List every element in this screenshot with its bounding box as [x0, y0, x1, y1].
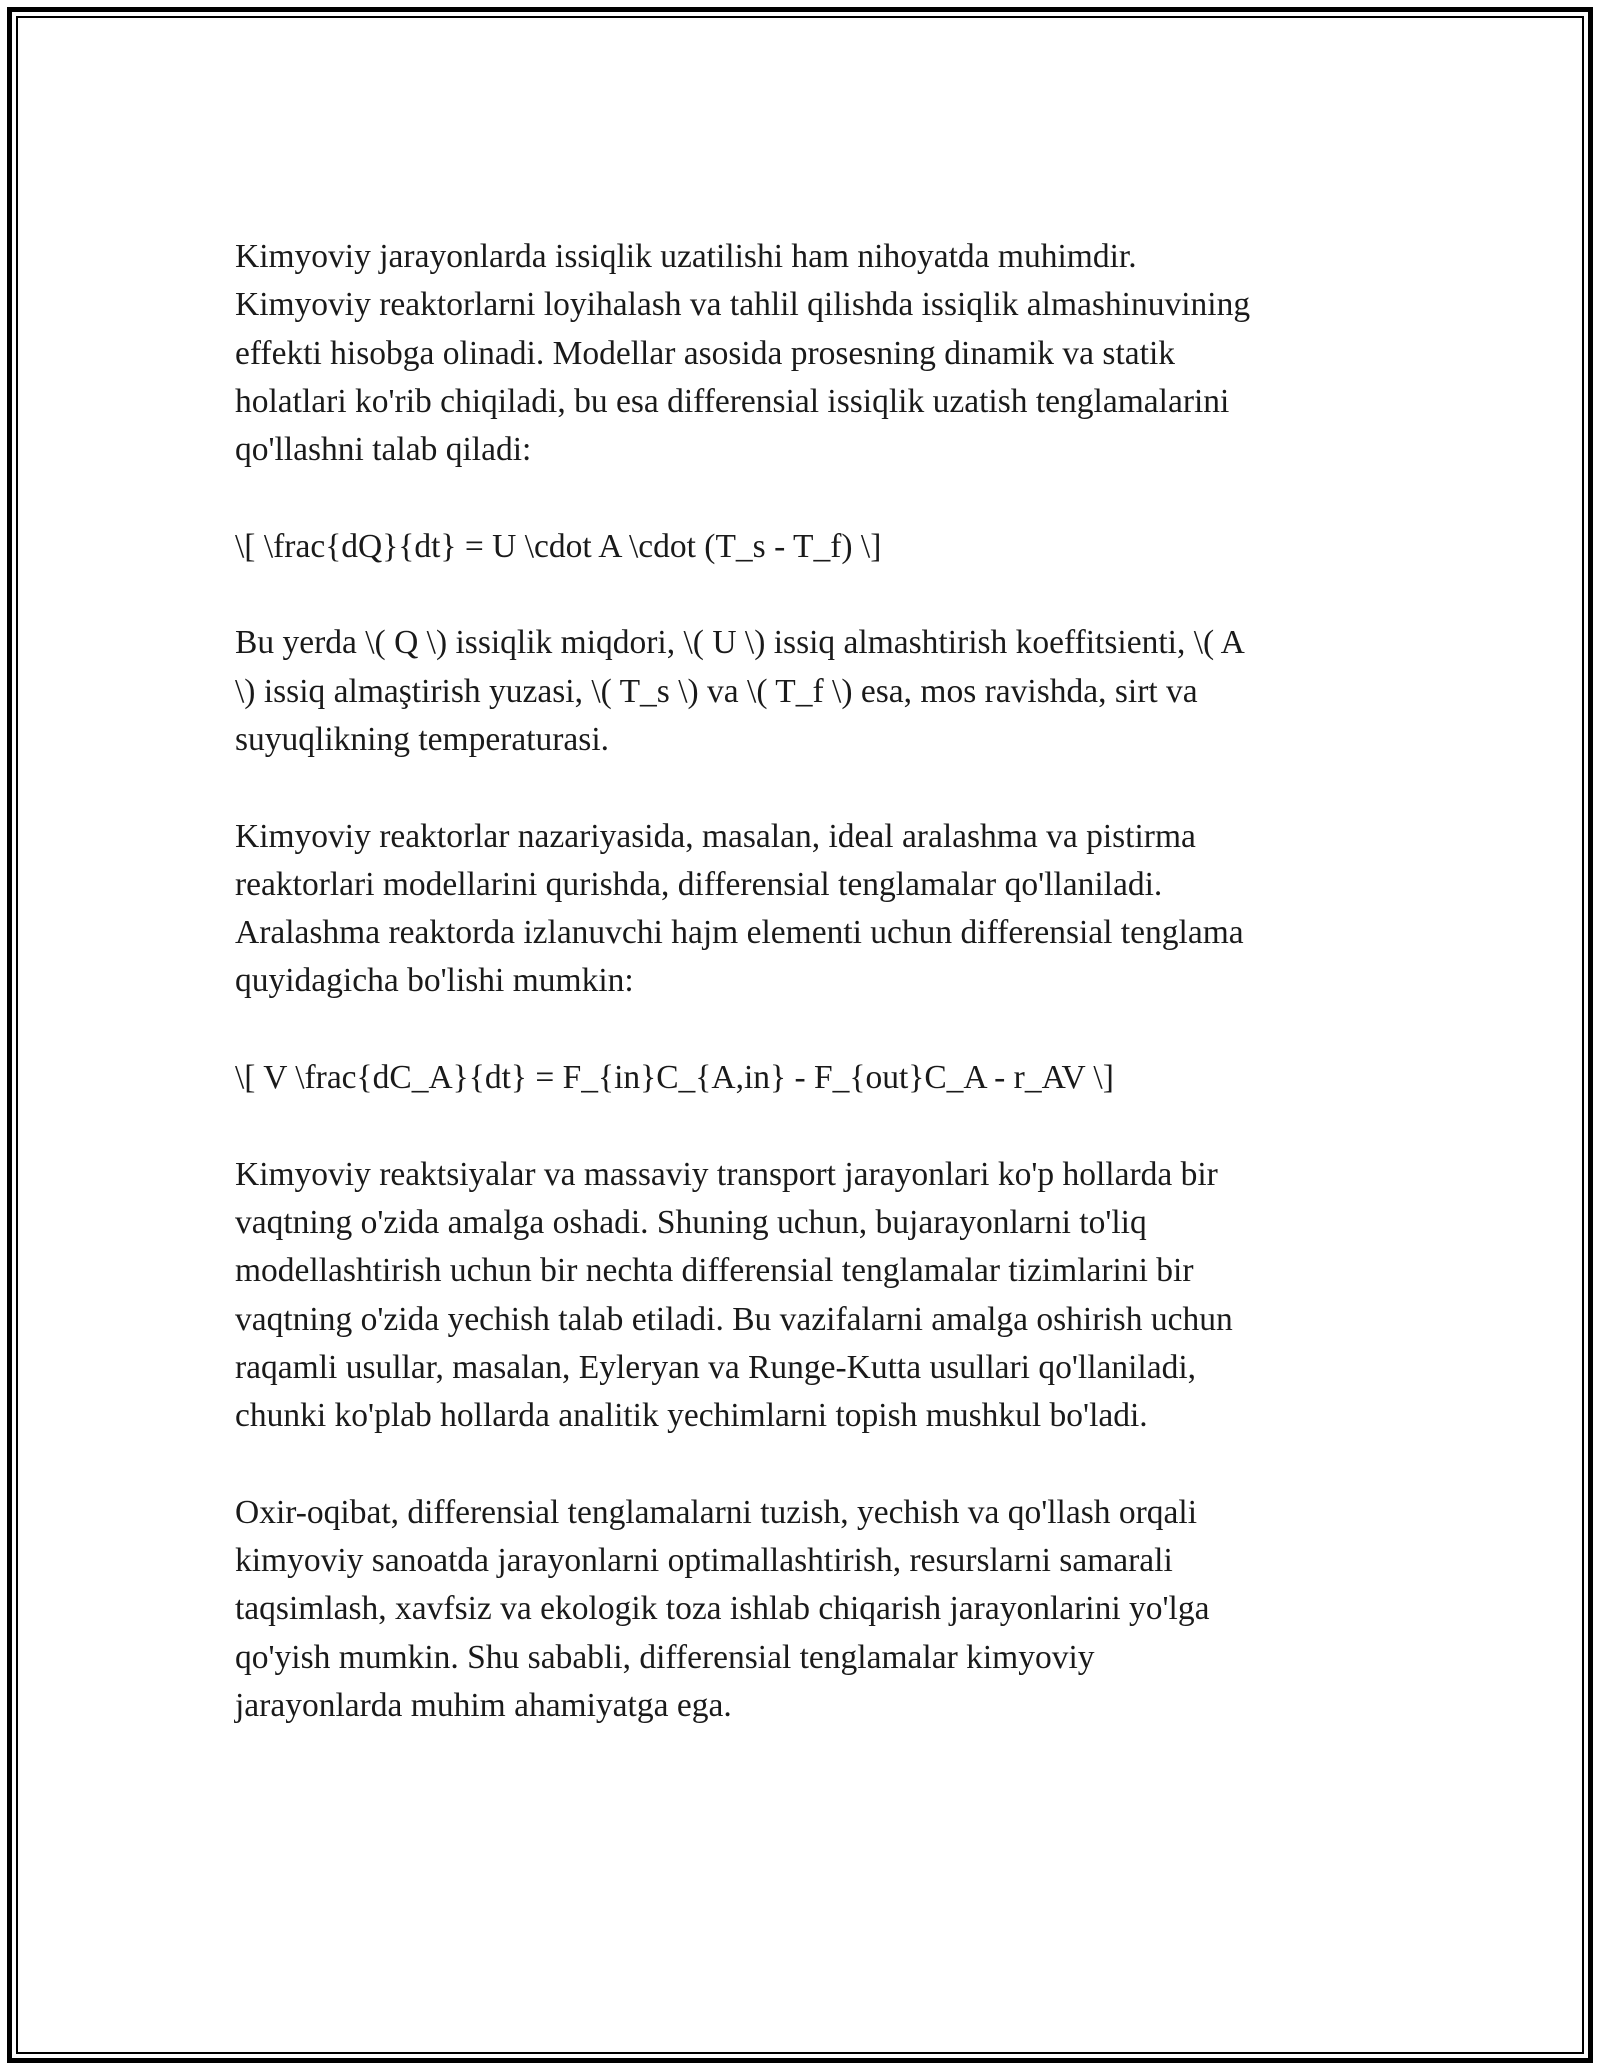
paragraph — [235, 619, 1375, 764]
paragraph-line: Kimyoviy reaktsiyalar va massaviy transport jarayonlari ko'p hollarda bir — [235, 1155, 1218, 1193]
paragraph-line: jarayonlarda muhim ahamiyatga ega. — [235, 1686, 732, 1724]
paragraph-line: Kimyoviy reaktorlar nazariyasida, masalan, ideal aralashma va pistirma — [235, 817, 1196, 855]
paragraph-line: suyuqlikning temperaturasi. — [235, 720, 610, 758]
paragraph-line: taqsimlash, xavfsiz va ekologik toza ishlab chiqarish jarayonlarini yo'lga — [235, 1590, 1210, 1628]
paragraph-line: kimyoviy sanoatda jarayonlarni optimallashtirish, resurslarni samarali — [235, 1542, 1173, 1580]
paragraph-line: qo'yish mumkin. Shu sababli, differensial tenglamalar kimyoviy — [235, 1638, 1095, 1676]
paragraph-line: raqamli usullar, masalan, Eyleryan va Runge-Kutta usullari qo'llaniladi, — [235, 1348, 1197, 1386]
paragraph — [235, 233, 1375, 474]
paragraph-line: Kimyoviy reaktorlarni loyihalash va tahlil qilishda issiqlik almashinuvining — [235, 286, 1251, 324]
paragraph-line: vaqtning o'zida amalga oshadi. Shuning uchun, bujarayonlarni to'liq — [235, 1203, 1147, 1241]
paragraph-line: reaktorlari modellarini qurishda, differensial tenglamalar qo'llaniladi. — [235, 865, 1163, 903]
paragraph-line: Bu yerda \( Q \) issiqlik miqdori, \( U \) issiq almashtirish koeffitsienti, \( A — [235, 624, 1245, 662]
paragraph-line: \) issiq almaştirish yuzasi, \( T_s \) va \( T_f \) esa, mos ravishda, sirt va — [235, 672, 1198, 710]
paragraph-line: modellashtirish uchun bir nechta differensial tenglamalar tizimlarini bir — [235, 1252, 1194, 1290]
equation-line: \[ V \frac{dC_A}{dt} = F_{in}C_{A,in} - F_{out}C_A - r_AV \] — [235, 1059, 1114, 1097]
paragraph-line: effekti hisobga olinadi. Modellar asosida prosesning dinamik va statik — [235, 334, 1175, 372]
paragraph-line: vaqtning o'zida yechish talab etiladi. Bu vazifalarni amalga oshirish uchun — [235, 1300, 1233, 1338]
equation-line: \[ \frac{dQ}{dt} = U \cdot A \cdot (T_s - T_f) \] — [235, 527, 882, 565]
paragraph-line: Aralashma reaktorda izlanuvchi hajm elementi uchun differensial tenglama — [235, 914, 1244, 952]
paragraph — [235, 1151, 1375, 1441]
paragraph-line: qo'llashni talab qiladi: — [235, 431, 532, 469]
paragraph — [235, 1489, 1375, 1730]
paragraph-line: chunki ko'plab hollarda analitik yechimlarni topish mushkul bo'ladi. — [235, 1397, 1148, 1435]
document-body — [235, 233, 1375, 1779]
paragraph-line: holatlari ko'rib chiqiladi, bu esa differensial issiqlik uzatish tenglamalarini — [235, 382, 1230, 420]
paragraph-line: Oxir-oqibat, differensial tenglamalarni tuzish, yechish va qo'llash orqali — [235, 1493, 1198, 1531]
equation-block — [235, 1054, 1375, 1102]
paragraph-line: quyidagicha bo'lishi mumkin: — [235, 962, 634, 1000]
equation-block — [235, 523, 1375, 571]
paragraph-line: Kimyoviy jarayonlarda issiqlik uzatilishi ham nihoyatda muhimdir. — [235, 238, 1137, 275]
paragraph — [235, 813, 1375, 1006]
